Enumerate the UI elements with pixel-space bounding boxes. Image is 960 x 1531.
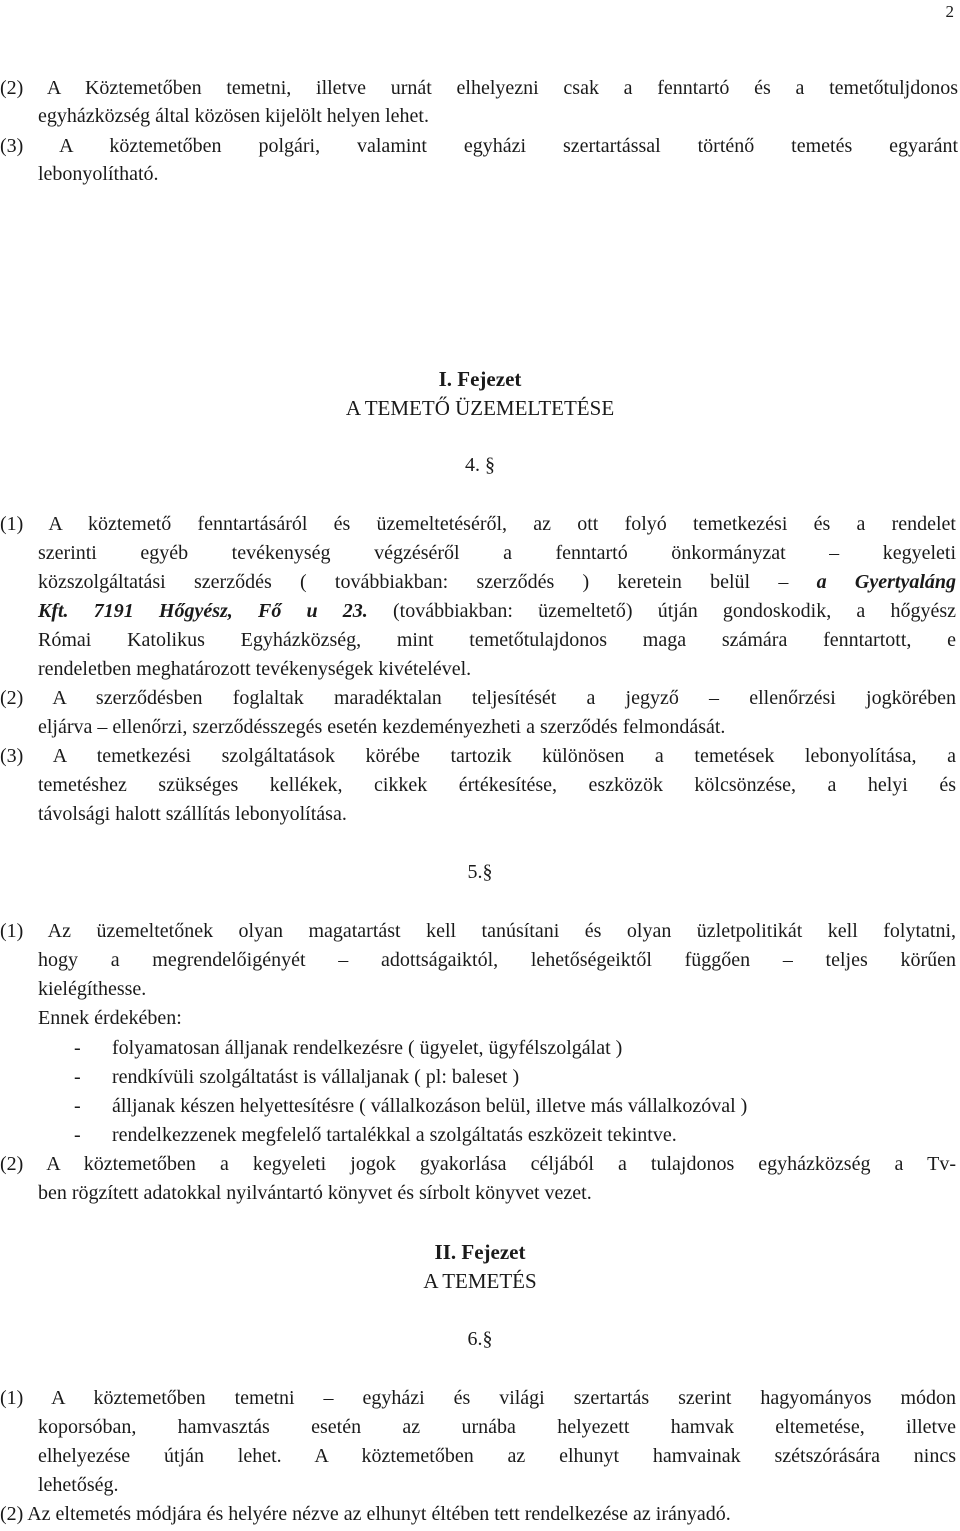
text-line: szerinti egyéb tevékenység végzéséről a fenntartó önkormányzat – kegyeleti [38,542,956,564]
text-line: koporsóban, hamvasztás esetén az urnába helyezett hamvak eltemetése, illetve [38,1416,956,1438]
chapter-title: A TEMETŐ ÜZEMELTETÉSE [345,396,615,420]
text-line: hogy a megrendelőigényét – adottságaiktól, lehetőségeiktől függően – teljes körűen [38,949,956,971]
text-run: közszolgáltatási szerződés ( továbbiakban: szerződés ) keretein belül – [38,571,817,593]
text-line [38,570,956,594]
list-dash: - [74,1037,81,1059]
text-line: Ennek érdekében: [38,1007,182,1029]
list-item [74,1123,81,1147]
text-line: elhelyezése útján lehet. A köztemetőben az elhunyt hamvainak szétszórására nincs [38,1445,956,1467]
text-line: lehetőség. [38,1474,119,1496]
list-dash: - [74,1124,81,1146]
chapter-title: A TEMETÉS [423,1269,537,1293]
text-line [38,599,956,623]
text-line: (3) A köztemetőben polgári, valamint egyházi szertartással történő temetés egyaránt [0,135,958,157]
text-line: (1) A köztemetőben temetni – egyházi és világi szertartás szerint hagyományos módon [0,1387,956,1409]
list-dash: - [74,1095,81,1117]
text-line: (3) A temetkezési szolgáltatások körébe tartozik különösen a temetések lebonyolítása, a [0,745,956,767]
list-item [74,1065,81,1089]
text-line: (2) A köztemetőben a kegyeleti jogok gyakorlása céljából a tulajdonos egyházközség a Tv- [0,1153,956,1175]
text-line: kielégíthesse. [38,978,147,1000]
list-item-text: folyamatosan álljanak rendelkezésre ( ügyelet, ügyfélszolgálat ) [112,1037,623,1059]
text-line: ben rögzített adatokkal nyilvántartó könyvet és sírbolt könyvet vezet. [38,1182,592,1204]
section-number: 5. [467,861,483,883]
list-item-text: álljanak készen helyettesítésre ( vállalkozáson belül, illetve más vállalkozóval ) [112,1095,748,1117]
text-line: (2) A szerződésben foglaltak maradéktalan teljesítését a jegyző – ellenőrzési jogkörében [0,687,956,709]
text-run: (továbbiakban: üzemeltető) útján gondoskodik, a hőgyész [367,600,956,622]
section-number: 6. [467,1328,483,1350]
list-item [74,1094,81,1118]
operator-address: Kft. 7191 Hőgyész, Fő u 23. [38,600,368,622]
text-line: egyházközség által közösen kijelölt helyen lehet. [38,105,429,127]
text-line: temetéshez szükséges kellékek, cikkek értékesítése, eszközök kölcsönzése, a helyi és [38,774,956,796]
text-line: (2) Az eltemetés módjára és helyére nézve az elhunyt éltében tett rendelkezése az irányadó. [0,1503,731,1525]
chapter-number: II. Fejezet [434,1240,526,1264]
operator-name: a Gyertyaláng [816,571,957,593]
list-item-text: rendelkezzenek megfelelő tartalékkal a szolgáltatás eszközeit tekintve. [112,1124,677,1146]
section-heading [0,453,960,477]
section-number: 4. [465,454,480,476]
text-line: távolsági halott szállítás lebonyolítása. [38,803,347,825]
text-line: (2) A Köztemetőben temetni, illetve urnát elhelyezni csak a fenntartó és a temetőtuljdonos [0,77,958,99]
list-item-text: rendkívüli szolgáltatást is vállaljanak ( pl: baleset ) [112,1066,520,1088]
chapter-number: I. Fejezet [438,367,522,391]
text-line: lebonyolítható. [38,163,159,185]
section-sign-icon: § [485,454,495,476]
page-number: 2 [945,2,954,21]
text-line: (1) A köztemető fenntartásáról és üzemeltetéséről, az ott folyó temetkezési és a rendelet [0,513,956,535]
section-sign-icon: § [482,861,493,883]
text-line: Római Katolikus Egyházközség, mint temetőtulajdonos maga számára fenntartott, e [38,629,956,651]
list-dash: - [74,1066,81,1088]
text-line: rendeletben meghatározott tevékenységek kivételével. [38,658,472,680]
text-line: eljárva – ellenőrzi, szerződésszegés esetén kezdeményezheti a szerződés felmondását. [38,716,726,738]
section-heading [0,860,960,884]
list-item [74,1036,81,1060]
section-sign-icon: § [482,1328,493,1350]
text-line: (1) Az üzemeltetőnek olyan magatartást kell tanúsítani és olyan üzletpolitikát kell folytatni, [0,920,956,942]
section-heading [0,1327,960,1351]
